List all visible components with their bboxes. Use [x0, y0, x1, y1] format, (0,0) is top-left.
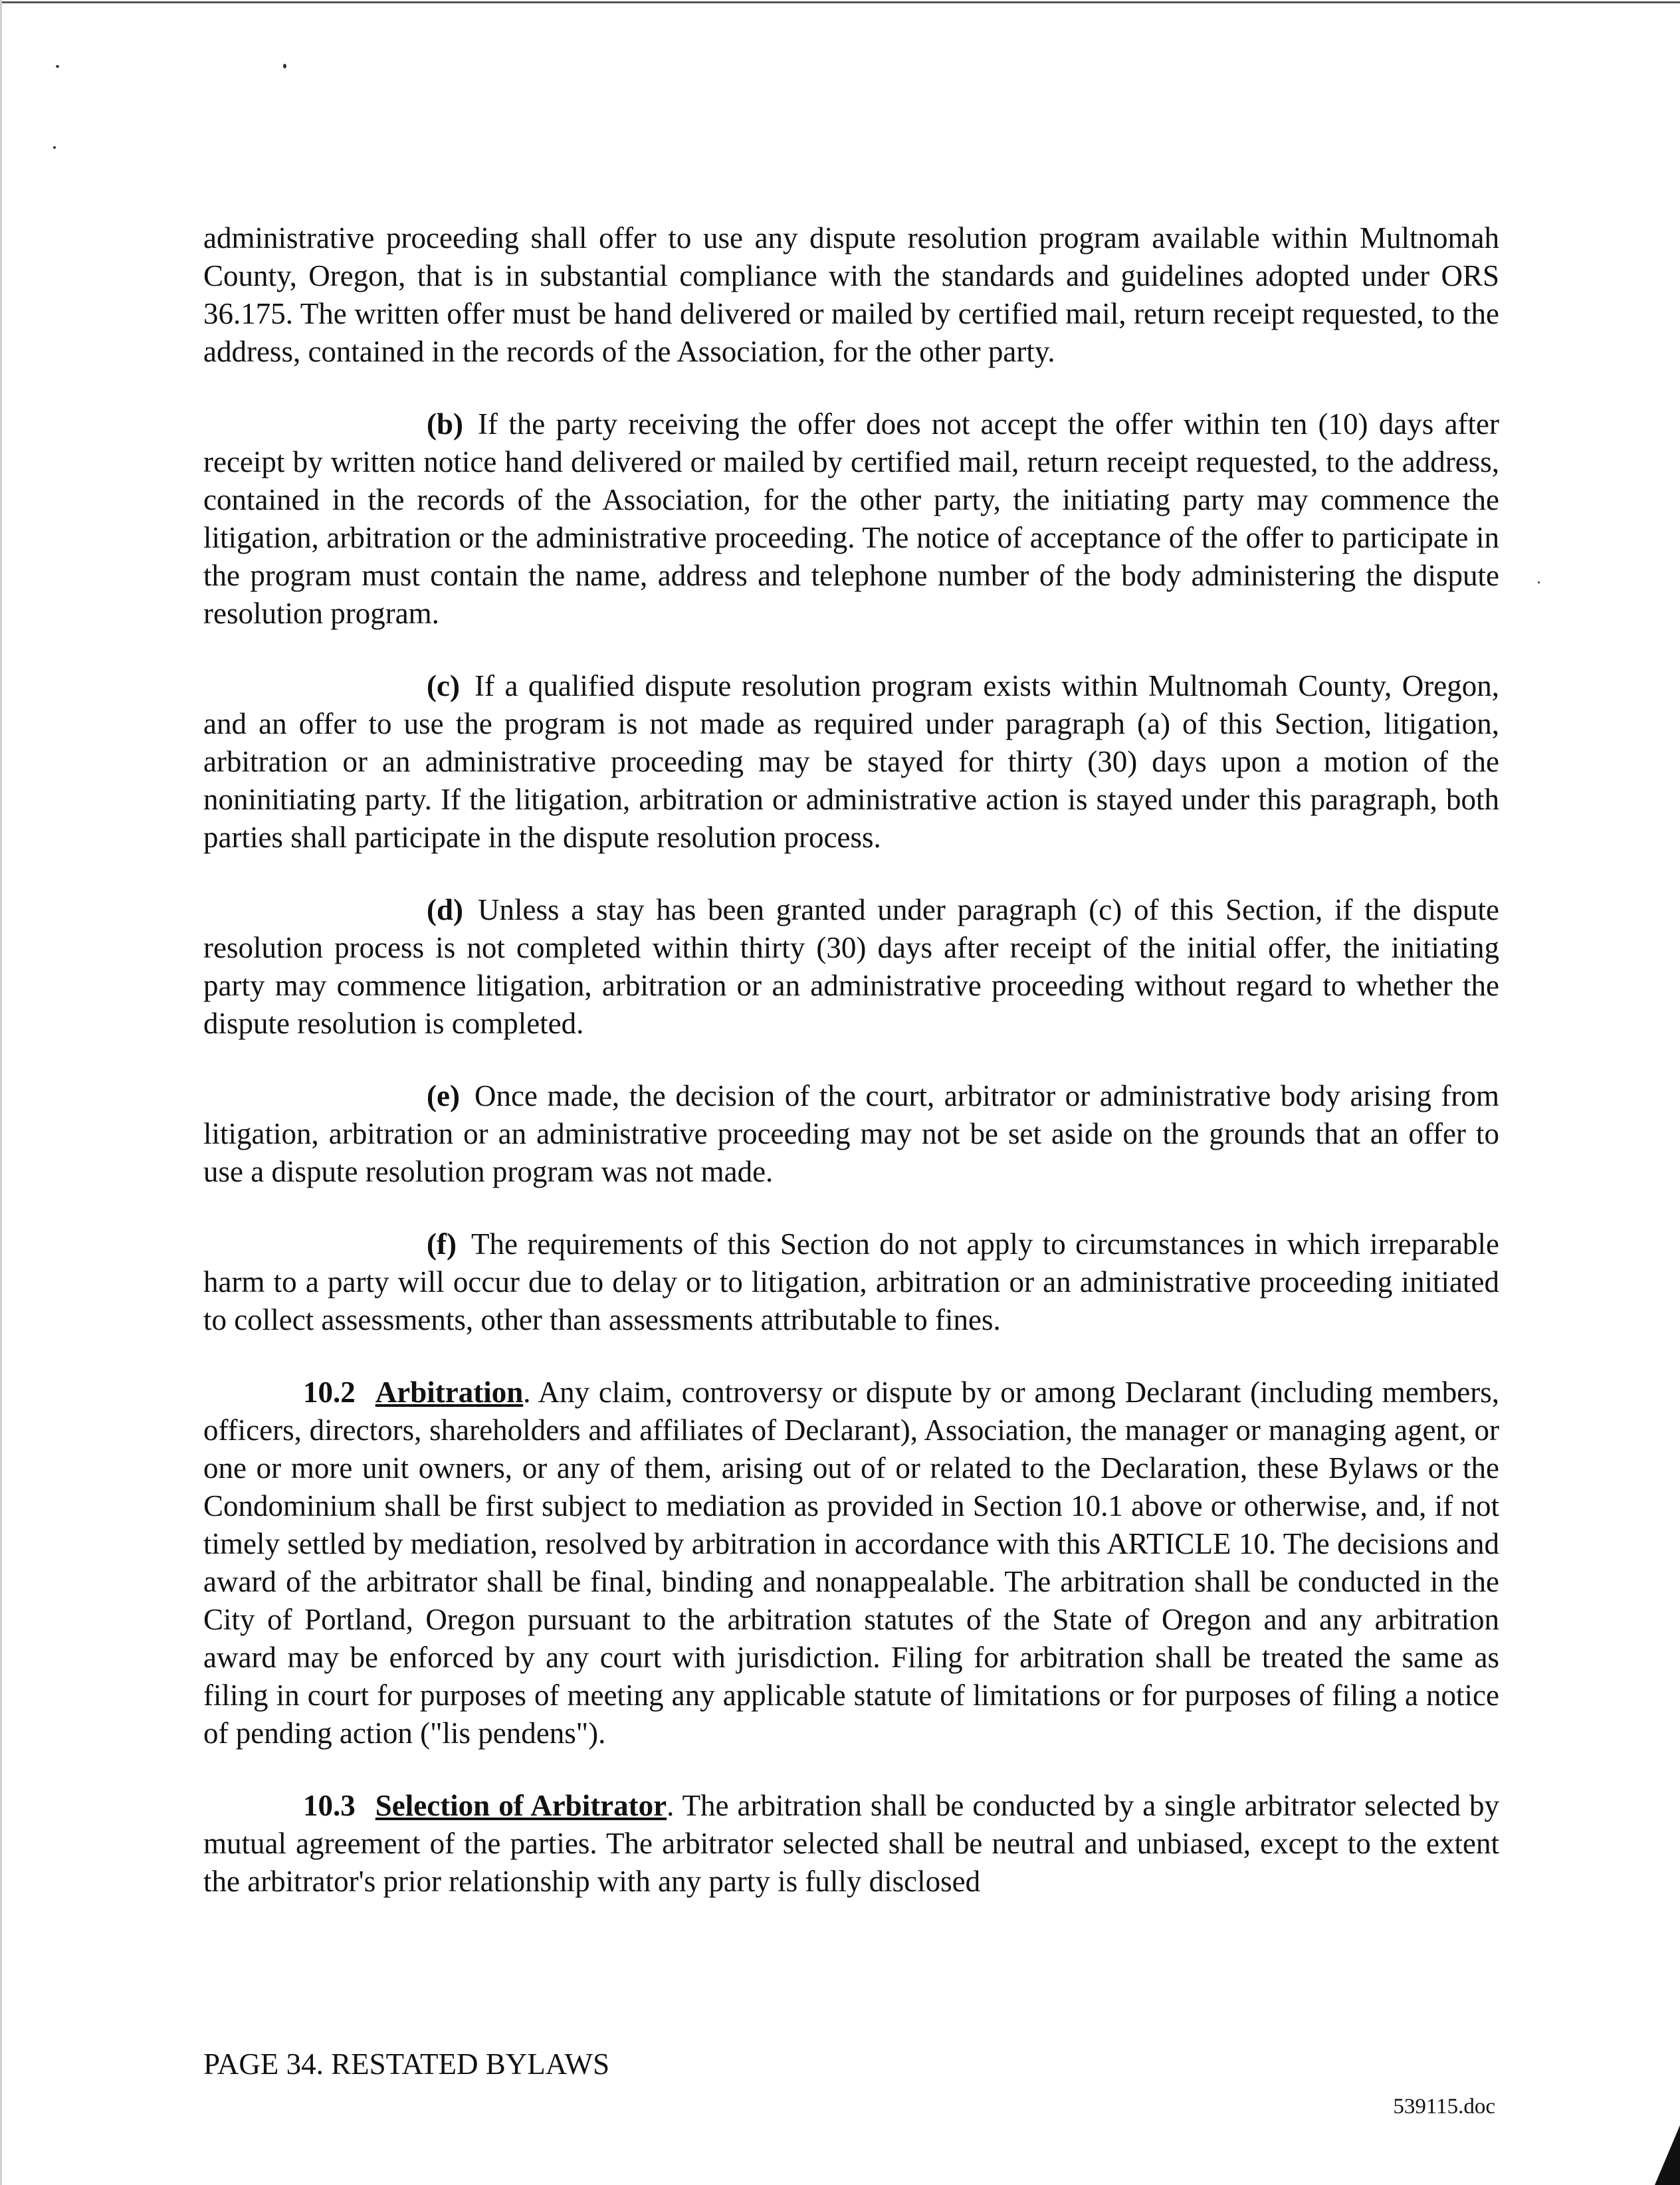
section-number: 10.2 — [303, 1376, 356, 1409]
subsection-f — [203, 1225, 1499, 1339]
section-text: Any claim, controversy or dispute by or among Declarant (including members, officers, directors, shareholders and affiliates of Declarant), Association, the manager or managing agent, or one or more unit owners, or any of them, arising out of or related to the Declaration, these Bylaws or the Condominium shall be first subject to mediation as provided in Section 10.1 above or otherwise, and, if not timely settled by mediation, resolved by arbitration in accordance with this ARTICLE 10. The decisions and award of the arbitrator shall be final, binding and nonappealable. The arbitration shall be conducted in the City of Portland, Oregon pursuant to the arbitration statutes of the State of Oregon and any arbitration award may be enforced by any court with jurisdiction. Filing for arbitration shall be treated the same as filing in court for purposes of meeting any applicable statute of limitations or for purposes of filing a notice of pending action ("lis pendens"). — [203, 1376, 1499, 1750]
scan-speck — [53, 146, 56, 149]
section-title: Arbitration — [375, 1376, 524, 1409]
subsection-text: If the party receiving the offer does not accept the offer within ten (10) days after receipt by written notice hand delivered or mailed by certified mail, return receipt requested, to the address, contained in the records of the Association, for the other party, the initiating party may commence the litigation, arbitration or the administrative proceeding. The notice of acceptance of the offer to participate in the program must contain the name, address and telephone number of the body administering the dispute resolution program. — [203, 407, 1499, 630]
file-name: 539115.doc — [1393, 2095, 1495, 2119]
intro-paragraph: administrative proceeding shall offer to use any dispute resolution program available within Multnomah County, Oregon, that is in substantial compliance with the standards and guidelines adopted under ORS 36.175. The written offer must be hand delivered or mailed by certified mail, return receipt requested, to the address, contained in the records of the Association, for the other party. — [203, 221, 1499, 368]
subsection-label: (d) — [427, 893, 463, 926]
subsection-label: (f) — [427, 1227, 457, 1261]
scan-top-edge — [0, 1, 1680, 3]
subsection-text: The requirements of this Section do not apply to circumstances in which irreparable harm to a party will occur due to delay or to litigation, arbitration or an administrative proceeding initiated to collect assessments, other than assessments attributable to fines. — [203, 1227, 1499, 1336]
scan-left-edge — [0, 0, 2, 2185]
subsection-text: If a qualified dispute resolution program exists within Multnomah County, Oregon, and an offer to use the program is not made as required under paragraph (a) of this Section, litigation, arbitration or an administrative proceeding may be stayed for thirty (30) days upon a motion of the noninitiating party. If the litigation, arbitration or administrative action is stayed under this paragraph, both parties shall participate in the dispute resolution process. — [203, 669, 1499, 854]
subsection-b — [203, 405, 1499, 633]
scan-speck — [283, 64, 286, 68]
subsection-e — [203, 1077, 1499, 1191]
section-text: The arbitration shall be conducted by a single arbitrator selected by mutual agreement of the parties. The arbitrator selected shall be neutral and unbiased, except to the extent the arbitrator's prior relationship with any party is fully disclosed — [203, 1789, 1500, 1898]
document-body — [203, 219, 1499, 1901]
subsection-c — [203, 667, 1499, 857]
section-title-punct: . — [667, 1789, 675, 1822]
subsection-d — [203, 891, 1499, 1043]
section-10-2 — [203, 1374, 1499, 1752]
section-title: Selection of Arbitrator — [375, 1789, 667, 1822]
scan-corner-mark — [1655, 2125, 1680, 2185]
scan-speck — [56, 65, 59, 68]
section-10-3 — [203, 1787, 1499, 1901]
subsection-text: Unless a stay has been granted under paragraph (c) of this Section, if the dispute resolution process is not completed within thirty (30) days after receipt of the initial offer, the initiating party may commence litigation, arbitration or an administrative proceeding without regard to whether the dispute resolution is completed. — [203, 893, 1499, 1040]
section-title-punct: . — [523, 1376, 531, 1409]
subsection-label: (c) — [427, 669, 460, 702]
scan-speck — [1538, 581, 1540, 583]
section-number: 10.3 — [303, 1789, 356, 1822]
subsection-text: Once made, the decision of the court, arbitrator or administrative body arising from litigation, arbitration or an administrative proceeding may not be set aside on the grounds that an offer to use a dispute resolution program was not made. — [203, 1079, 1499, 1188]
subsection-label: (e) — [427, 1079, 460, 1112]
page-footer-label: PAGE 34. RESTATED BYLAWS — [203, 2047, 610, 2081]
subsection-label: (b) — [427, 407, 463, 441]
